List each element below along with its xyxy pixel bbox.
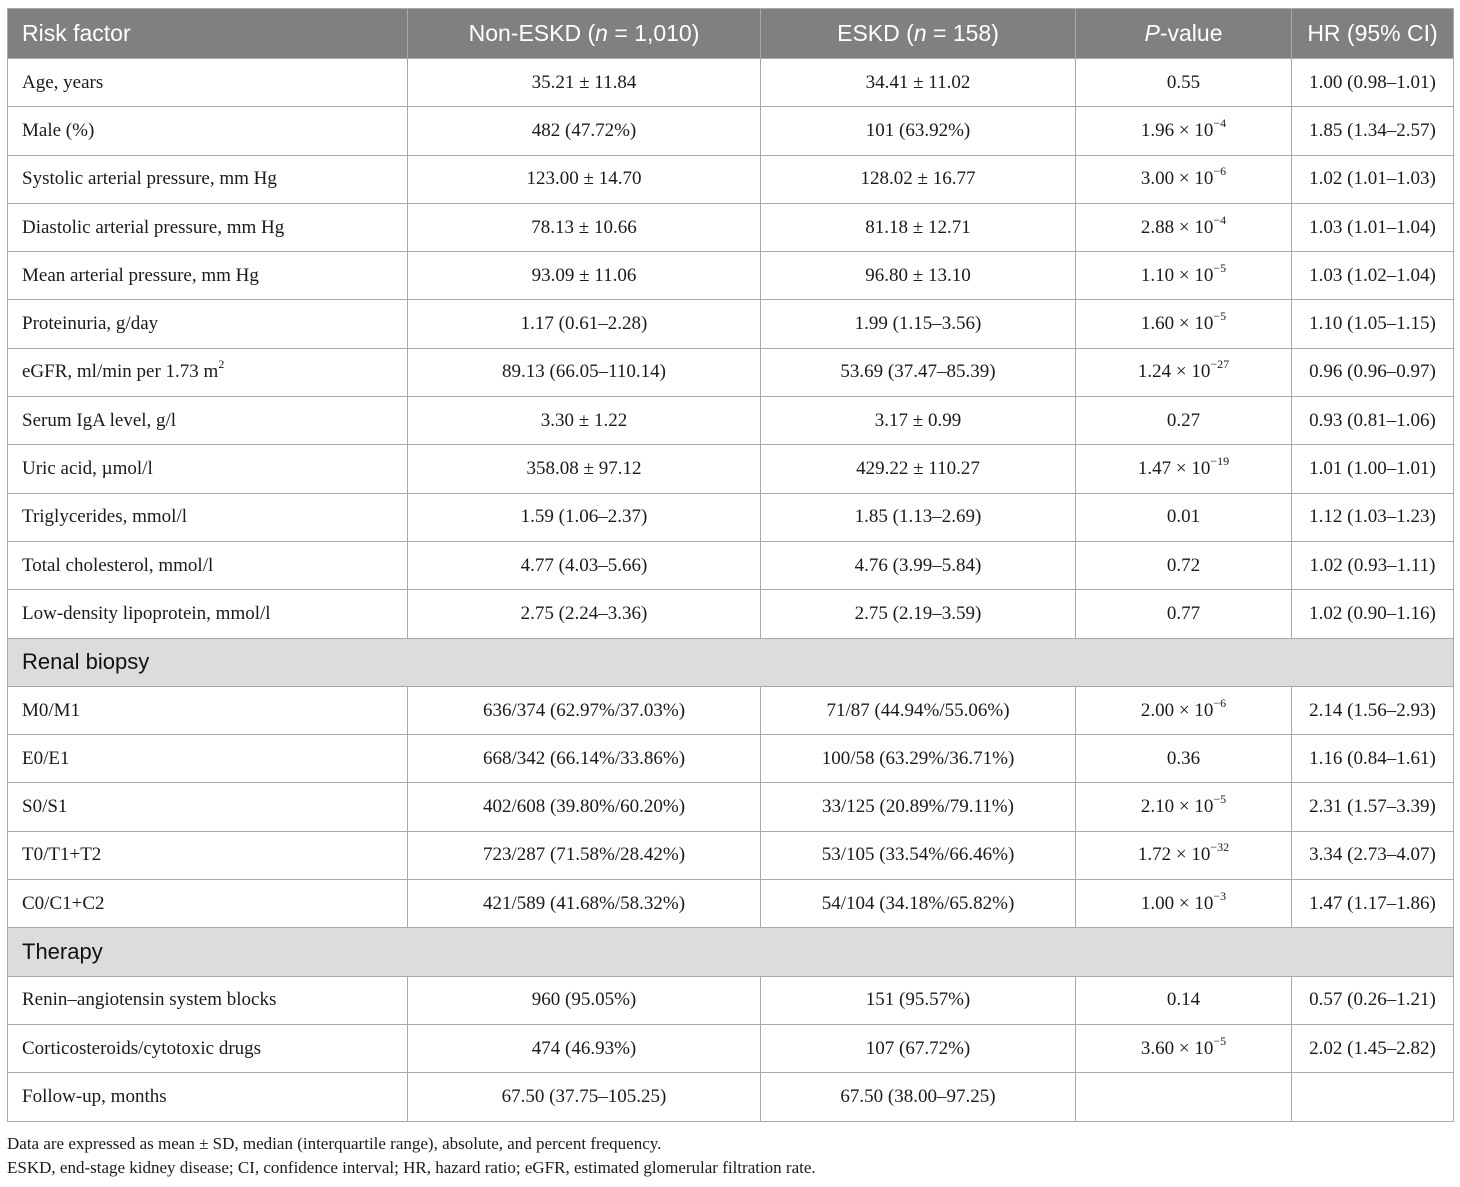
risk-factor-label: T0/T1+T2 <box>22 844 102 866</box>
non-eskd-value: 1.59 (1.06–2.37) <box>408 493 761 541</box>
hazard-ratio-value: 0.57 (0.26–1.21) <box>1292 976 1454 1024</box>
risk-factor-cell <box>8 397 408 445</box>
risk-factor-label: Triglycerides, mmol/l <box>22 506 188 528</box>
table-footnotes <box>7 1132 1453 1180</box>
hazard-ratio-value: 1.47 (1.17–1.86) <box>1292 880 1454 928</box>
hazard-ratio-value <box>1292 1073 1454 1121</box>
table-header-row <box>8 9 1454 59</box>
p-value: 1.24 × 10 <box>1137 361 1211 383</box>
table-row <box>8 976 1454 1024</box>
non-eskd-value: 2.75 (2.24–3.36) <box>408 590 761 638</box>
table-row <box>8 107 1454 155</box>
table-body <box>8 59 1454 1122</box>
p-value: 0.27 <box>1166 409 1201 431</box>
eskd-value: 54/104 (34.18%/65.82%) <box>761 880 1076 928</box>
header-hr-text: HR (95% CI) <box>1307 20 1438 46</box>
header-hr <box>1292 9 1454 59</box>
hazard-ratio-value: 1.02 (0.90–1.16) <box>1292 590 1454 638</box>
eskd-value: 107 (67.72%) <box>761 1024 1076 1072</box>
p-value: 0.01 <box>1166 506 1201 528</box>
p-value: 3.60 × 10 <box>1140 1037 1214 1059</box>
risk-factor-cell <box>8 686 408 734</box>
p-value-cell <box>1076 976 1292 1024</box>
p-value: 1.00 × 10 <box>1140 892 1214 914</box>
risk-factor-label: Diastolic arterial pressure, mm Hg <box>22 216 285 238</box>
p-value: 1.47 × 10 <box>1137 458 1211 480</box>
hazard-ratio-value: 2.14 (1.56–2.93) <box>1292 686 1454 734</box>
table-row <box>8 880 1454 928</box>
section-header-label: Renal biopsy <box>8 638 1454 686</box>
risk-factor-cell <box>8 445 408 493</box>
table-row <box>8 686 1454 734</box>
risk-factor-label: Male (%) <box>22 119 95 141</box>
footnote-line-2: ESKD, end-stage kidney disease; CI, confidence interval; HR, hazard ratio; eGFR, estimated glomerular filtration rate. <box>7 1158 816 1177</box>
risk-factor-cell <box>8 203 408 251</box>
risk-factor-table-container <box>7 8 1453 1122</box>
eskd-value: 67.50 (38.00–97.25) <box>761 1073 1076 1121</box>
p-value-cell <box>1076 445 1292 493</box>
hazard-ratio-value: 1.03 (1.01–1.04) <box>1292 203 1454 251</box>
eskd-value: 2.75 (2.19–3.59) <box>761 590 1076 638</box>
header-p-italic: P <box>1144 20 1160 46</box>
hazard-ratio-value: 1.02 (1.01–1.03) <box>1292 155 1454 203</box>
eskd-value: 53/105 (33.54%/66.46%) <box>761 831 1076 879</box>
risk-factor-label: eGFR, ml/min per 1.73 m <box>22 361 219 383</box>
p-value-exponent: −4 <box>1213 115 1227 130</box>
hazard-ratio-value: 1.01 (1.00–1.01) <box>1292 445 1454 493</box>
header-eskd <box>761 9 1076 59</box>
p-value-cell <box>1076 831 1292 879</box>
p-value-cell <box>1076 348 1292 396</box>
table-row <box>8 493 1454 541</box>
non-eskd-value: 668/342 (66.14%/33.86%) <box>408 735 761 783</box>
non-eskd-value: 421/589 (41.68%/58.32%) <box>408 880 761 928</box>
eskd-value: 151 (95.57%) <box>761 976 1076 1024</box>
p-value: 0.77 <box>1166 602 1201 624</box>
risk-factor-cell <box>8 252 408 300</box>
risk-factor-cell <box>8 107 408 155</box>
p-value-exponent: −32 <box>1210 840 1230 855</box>
non-eskd-value: 35.21 ± 11.84 <box>408 59 761 107</box>
non-eskd-value: 4.77 (4.03–5.66) <box>408 541 761 589</box>
p-value-cell <box>1076 735 1292 783</box>
hazard-ratio-value: 0.96 (0.96–0.97) <box>1292 348 1454 396</box>
table-row <box>8 783 1454 831</box>
table-row <box>8 1073 1454 1121</box>
table-row <box>8 348 1454 396</box>
risk-factor-cell <box>8 348 408 396</box>
table-row <box>8 541 1454 589</box>
table-row <box>8 445 1454 493</box>
header-non-eskd-n: n <box>595 20 608 46</box>
risk-factor-label: Serum IgA level, g/l <box>22 409 177 431</box>
p-value-cell <box>1076 493 1292 541</box>
risk-factor-cell <box>8 1024 408 1072</box>
non-eskd-value: 358.08 ± 97.12 <box>408 445 761 493</box>
p-value: 1.72 × 10 <box>1137 844 1211 866</box>
p-value: 0.14 <box>1166 989 1201 1011</box>
risk-factor-cell <box>8 300 408 348</box>
header-risk-factor <box>8 9 408 59</box>
p-value-cell <box>1076 300 1292 348</box>
hazard-ratio-value: 1.02 (0.93–1.11) <box>1292 541 1454 589</box>
risk-factor-label: S0/S1 <box>22 796 68 818</box>
p-value: 0.36 <box>1166 747 1201 769</box>
eskd-value: 71/87 (44.94%/55.06%) <box>761 686 1076 734</box>
section-header-row <box>8 928 1454 976</box>
risk-factor-label: Proteinuria, g/day <box>22 313 159 335</box>
hazard-ratio-value: 1.12 (1.03–1.23) <box>1292 493 1454 541</box>
table-row <box>8 300 1454 348</box>
table-row <box>8 155 1454 203</box>
risk-factor-label: Renin–angiotensin system blocks <box>22 989 277 1011</box>
p-value-cell <box>1076 252 1292 300</box>
table-row <box>8 735 1454 783</box>
table-row <box>8 397 1454 445</box>
risk-factor-label: Uric acid, µmol/l <box>22 458 153 480</box>
risk-factor-label: C0/C1+C2 <box>22 892 105 914</box>
hazard-ratio-value: 0.93 (0.81–1.06) <box>1292 397 1454 445</box>
p-value-exponent: −27 <box>1210 357 1230 372</box>
header-risk-factor-text: Risk factor <box>22 20 131 46</box>
p-value-cell <box>1076 155 1292 203</box>
hazard-ratio-value: 1.10 (1.05–1.15) <box>1292 300 1454 348</box>
hazard-ratio-value: 1.85 (1.34–2.57) <box>1292 107 1454 155</box>
risk-factor-label: Corticosteroids/cytotoxic drugs <box>22 1037 262 1059</box>
non-eskd-value: 78.13 ± 10.66 <box>408 203 761 251</box>
risk-factor-table <box>7 8 1454 1122</box>
p-value-cell <box>1076 59 1292 107</box>
p-value-cell <box>1076 686 1292 734</box>
p-value-exponent: −5 <box>1213 260 1227 275</box>
p-value-exponent: −3 <box>1213 888 1227 903</box>
eskd-value: 53.69 (37.47–85.39) <box>761 348 1076 396</box>
p-value-exponent: −5 <box>1213 1033 1227 1048</box>
p-value-exponent: −19 <box>1210 454 1230 469</box>
table-row <box>8 590 1454 638</box>
header-eskd-suffix: = 158) <box>926 20 999 46</box>
p-value: 0.55 <box>1166 71 1201 93</box>
p-value: 2.10 × 10 <box>1140 796 1214 818</box>
risk-factor-cell <box>8 493 408 541</box>
non-eskd-value: 3.30 ± 1.22 <box>408 397 761 445</box>
non-eskd-value: 960 (95.05%) <box>408 976 761 1024</box>
table-row <box>8 59 1454 107</box>
risk-factor-cell <box>8 783 408 831</box>
p-value-exponent: −5 <box>1213 792 1227 807</box>
eskd-value: 128.02 ± 16.77 <box>761 155 1076 203</box>
p-value-exponent: −6 <box>1213 695 1227 710</box>
header-non-eskd-prefix: Non-ESKD ( <box>468 20 596 46</box>
p-value-cell <box>1076 107 1292 155</box>
header-non-eskd-suffix: = 1,010) <box>607 20 700 46</box>
risk-factor-cell <box>8 590 408 638</box>
risk-factor-label: Follow-up, months <box>22 1085 167 1107</box>
non-eskd-value: 123.00 ± 14.70 <box>408 155 761 203</box>
p-value: 1.10 × 10 <box>1140 264 1214 286</box>
non-eskd-value: 402/608 (39.80%/60.20%) <box>408 783 761 831</box>
non-eskd-value: 89.13 (66.05–110.14) <box>408 348 761 396</box>
risk-factor-label: Systolic arterial pressure, mm Hg <box>22 168 277 190</box>
footnote-line-1: Data are expressed as mean ± SD, median (interquartile range), absolute, and percent frequency. <box>7 1134 662 1153</box>
risk-factor-cell <box>8 735 408 783</box>
risk-factor-label: Total cholesterol, mmol/l <box>22 554 214 576</box>
risk-factor-label: Low-density lipoprotein, mmol/l <box>22 602 271 624</box>
risk-factor-cell <box>8 155 408 203</box>
table-row <box>8 831 1454 879</box>
non-eskd-value: 482 (47.72%) <box>408 107 761 155</box>
table-row <box>8 252 1454 300</box>
p-value-cell <box>1076 590 1292 638</box>
hazard-ratio-value: 1.00 (0.98–1.01) <box>1292 59 1454 107</box>
header-eskd-n: n <box>913 20 927 46</box>
non-eskd-value: 1.17 (0.61–2.28) <box>408 300 761 348</box>
risk-factor-label: Age, years <box>22 71 104 93</box>
header-eskd-prefix: ESKD ( <box>837 20 914 46</box>
header-p-suffix: -value <box>1159 20 1223 46</box>
eskd-value: 429.22 ± 110.27 <box>761 445 1076 493</box>
p-value: 2.00 × 10 <box>1140 699 1214 721</box>
p-value-exponent: −6 <box>1213 164 1227 179</box>
hazard-ratio-value: 1.16 (0.84–1.61) <box>1292 735 1454 783</box>
header-p-value <box>1076 9 1292 59</box>
hazard-ratio-value: 1.03 (1.02–1.04) <box>1292 252 1454 300</box>
non-eskd-value: 636/374 (62.97%/37.03%) <box>408 686 761 734</box>
non-eskd-value: 723/287 (71.58%/28.42%) <box>408 831 761 879</box>
eskd-value: 3.17 ± 0.99 <box>761 397 1076 445</box>
non-eskd-value: 67.50 (37.75–105.25) <box>408 1073 761 1121</box>
eskd-value: 101 (63.92%) <box>761 107 1076 155</box>
p-value: 1.60 × 10 <box>1140 313 1214 335</box>
p-value-exponent: −4 <box>1213 212 1227 227</box>
eskd-value: 4.76 (3.99–5.84) <box>761 541 1076 589</box>
risk-factor-cell <box>8 831 408 879</box>
eskd-value: 1.99 (1.15–3.56) <box>761 300 1076 348</box>
risk-factor-label: E0/E1 <box>22 747 70 769</box>
p-value-cell <box>1076 541 1292 589</box>
p-value: 2.88 × 10 <box>1140 216 1214 238</box>
risk-factor-cell <box>8 880 408 928</box>
risk-factor-cell <box>8 976 408 1024</box>
p-value: 3.00 × 10 <box>1140 168 1214 190</box>
hazard-ratio-value: 2.02 (1.45–2.82) <box>1292 1024 1454 1072</box>
hazard-ratio-value: 2.31 (1.57–3.39) <box>1292 783 1454 831</box>
risk-factor-cell <box>8 541 408 589</box>
risk-factor-cell <box>8 59 408 107</box>
section-header-label: Therapy <box>8 928 1454 976</box>
eskd-value: 34.41 ± 11.02 <box>761 59 1076 107</box>
non-eskd-value: 93.09 ± 11.06 <box>408 252 761 300</box>
p-value: 0.72 <box>1166 554 1201 576</box>
risk-factor-cell <box>8 1073 408 1121</box>
eskd-value: 1.85 (1.13–2.69) <box>761 493 1076 541</box>
section-header-row <box>8 638 1454 686</box>
p-value-cell <box>1076 783 1292 831</box>
risk-factor-label: M0/M1 <box>22 699 81 721</box>
risk-factor-label: Mean arterial pressure, mm Hg <box>22 264 259 286</box>
eskd-value: 100/58 (63.29%/36.71%) <box>761 735 1076 783</box>
p-value-cell <box>1076 1073 1292 1121</box>
p-value-cell <box>1076 1024 1292 1072</box>
p-value-exponent: −5 <box>1213 309 1227 324</box>
eskd-value: 81.18 ± 12.71 <box>761 203 1076 251</box>
non-eskd-value: 474 (46.93%) <box>408 1024 761 1072</box>
table-row <box>8 203 1454 251</box>
p-value-cell <box>1076 397 1292 445</box>
p-value-cell <box>1076 203 1292 251</box>
p-value: 1.96 × 10 <box>1140 119 1214 141</box>
eskd-value: 96.80 ± 13.10 <box>761 252 1076 300</box>
header-non-eskd <box>408 9 761 59</box>
eskd-value: 33/125 (20.89%/79.11%) <box>761 783 1076 831</box>
table-row <box>8 1024 1454 1072</box>
hazard-ratio-value: 3.34 (2.73–4.07) <box>1292 831 1454 879</box>
risk-factor-superscript: 2 <box>218 357 225 372</box>
p-value-cell <box>1076 880 1292 928</box>
